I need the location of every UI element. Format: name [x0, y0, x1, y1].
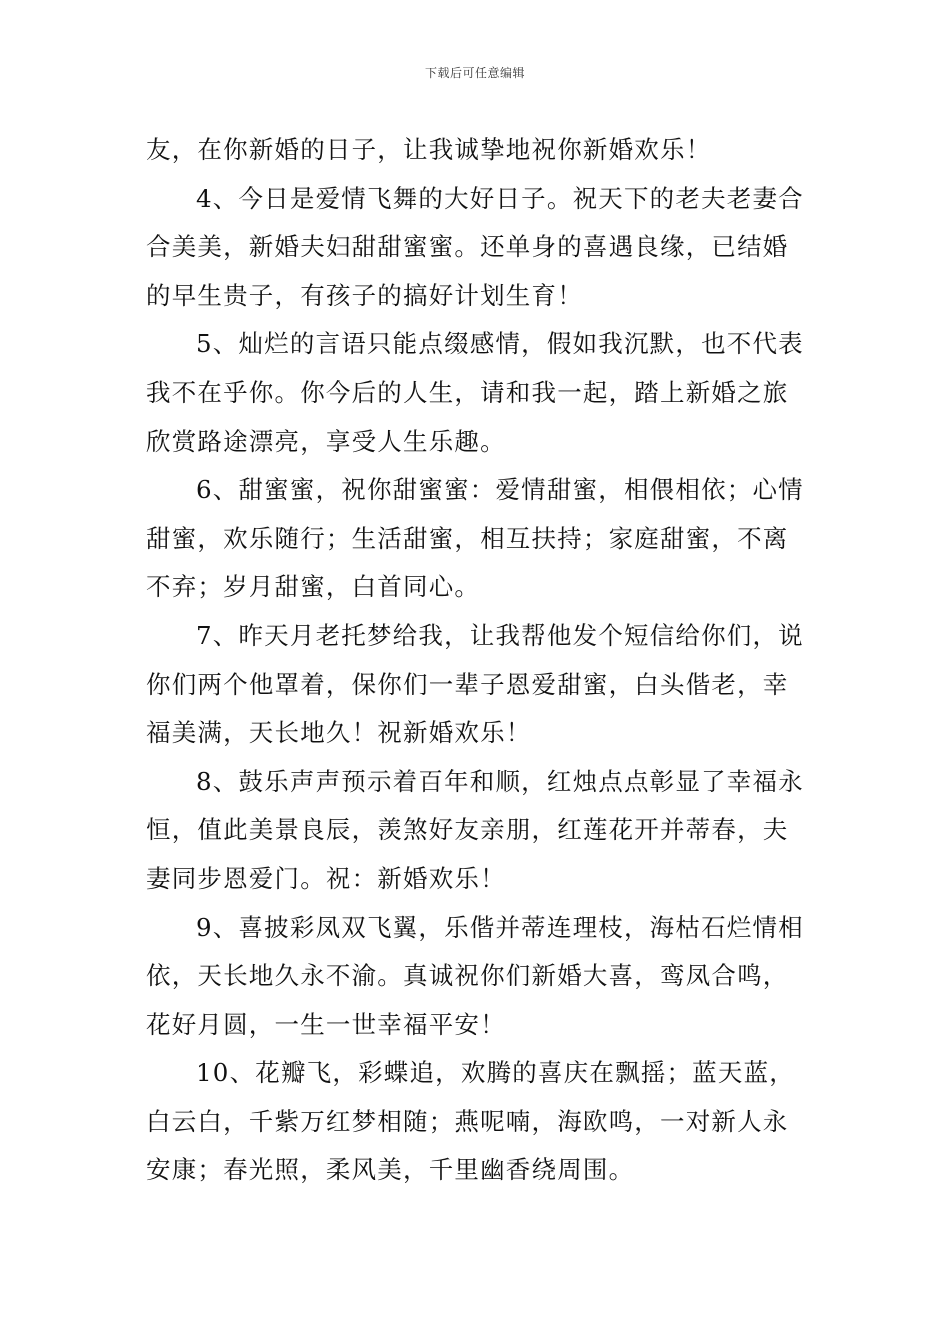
text-line: 妻同步恩爱门。祝：新婚欢乐！ — [146, 863, 506, 893]
text-line: 甜蜜，欢乐随行；生活甜蜜，相互扶持；家庭甜蜜，不离 — [146, 523, 789, 553]
text-line: 6、甜蜜蜜，祝你甜蜜蜜：爱情甜蜜，相偎相依；心情 — [196, 475, 804, 505]
text-line: 安康；春光照，柔风美，千里幽香绕周围。 — [146, 1155, 635, 1185]
page-header: 下载后可任意编辑 — [424, 66, 525, 80]
text-line: 的早生贵子，有孩子的搞好计划生育！ — [146, 280, 583, 310]
text-line: 我不在乎你。你今后的人生，请和我一起，踏上新婚之旅 — [146, 377, 789, 407]
text-line: 欣赏路途漂亮，享受人生乐趣。 — [146, 426, 506, 456]
text-line: 福美满，天长地久！祝新婚欢乐！ — [146, 718, 532, 748]
text-line: 9、喜披彩凤双飞翼，乐偕并蒂连理枝，海枯石烂情相 — [196, 912, 804, 942]
text-line: 合美美，新婚夫妇甜甜蜜蜜。还单身的喜遇良缘，已结婚 — [146, 232, 789, 262]
text-line: 白云白，千紫万红梦相随；燕呢喃，海欧鸣，一对新人永 — [146, 1106, 789, 1136]
text-line: 4、今日是爱情飞舞的大好日子。祝天下的老夫老妻合 — [196, 183, 804, 213]
text-line: 8、鼓乐声声预示着百年和顺，红烛点点彰显了幸福永 — [196, 766, 804, 796]
text-line: 友，在你新婚的日子，让我诚挚地祝你新婚欢乐！ — [146, 135, 712, 164]
text-line: 恒，值此美景良辰，羡煞好友亲朋，红莲花开并蒂春，夫 — [146, 815, 789, 845]
text-line: 依，天长地久永不渝。真诚祝你们新婚大喜，鸾凤合鸣， — [146, 961, 789, 991]
text-line: 10、花瓣飞，彩蝶追，欢腾的喜庆在飘摇；蓝天蓝， — [196, 1058, 795, 1088]
text-line: 你们两个他罩着，保你们一辈子恩爱甜蜜，白头偕老，幸 — [146, 669, 789, 699]
document-body — [146, 126, 808, 1195]
text-line: 5、灿烂的言语只能点缀感情，假如我沉默，也不代表 — [196, 329, 804, 359]
text-line: 花好月圆，一生一世幸福平安！ — [146, 1009, 506, 1039]
text-line: 不弃；岁月甜蜜，白首同心。 — [146, 572, 481, 602]
text-line: 7、昨天月老托梦给我，让我帮他发个短信给你们，说 — [196, 620, 804, 650]
